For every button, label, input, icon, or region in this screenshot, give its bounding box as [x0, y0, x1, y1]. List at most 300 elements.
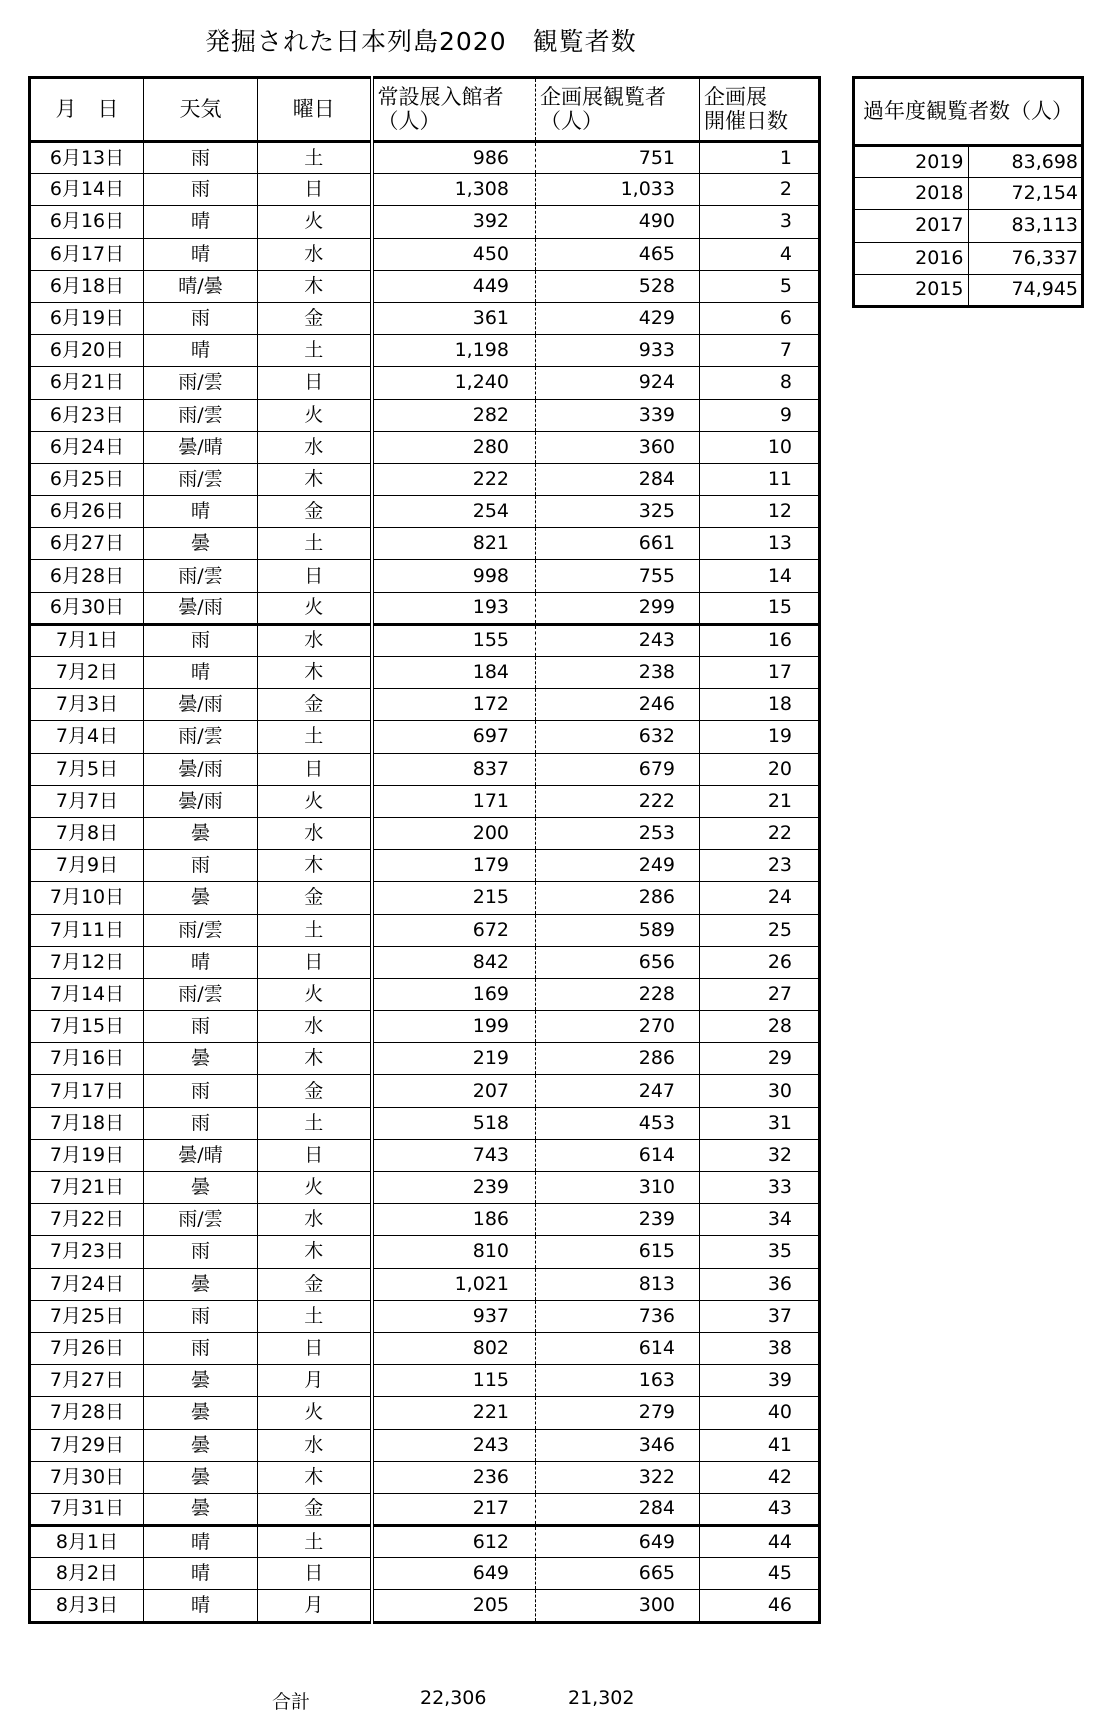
special-visitors-cell: 755	[536, 560, 700, 592]
weekday-cell: 火	[258, 785, 372, 817]
table-row	[30, 1107, 820, 1139]
table-row	[30, 721, 820, 753]
permanent-visitors-cell: 200	[372, 817, 536, 849]
special-visitors-cell: 490	[536, 206, 700, 238]
special-visitors-cell: 286	[536, 1043, 700, 1075]
date-cell: 7月1日	[30, 624, 144, 656]
special-visitors-cell: 453	[536, 1107, 700, 1139]
table-row	[30, 1332, 820, 1364]
date-cell: 7月18日	[30, 1107, 144, 1139]
exhibition-day-cell: 4	[700, 238, 820, 270]
weekday-cell: 水	[258, 431, 372, 463]
date-cell: 7月12日	[30, 946, 144, 978]
date-cell: 7月23日	[30, 1236, 144, 1268]
table-row	[30, 367, 820, 399]
special-visitors-cell: 222	[536, 785, 700, 817]
special-visitors-cell: 346	[536, 1429, 700, 1461]
table-row	[30, 1300, 820, 1332]
special-visitors-cell: 1,033	[536, 174, 700, 206]
weather-cell: 曇/晴	[144, 1139, 258, 1171]
special-visitors-cell: 615	[536, 1236, 700, 1268]
table-row	[30, 335, 820, 367]
weather-cell: 曇/雨	[144, 785, 258, 817]
past-attendance-table	[852, 76, 1084, 308]
past-year-cell: 2016	[854, 242, 969, 274]
past-value-cell: 83,113	[968, 210, 1083, 242]
weekday-cell: 日	[258, 1332, 372, 1364]
table-row	[30, 270, 820, 302]
table-row	[30, 1139, 820, 1171]
past-row	[854, 146, 1083, 178]
exhibition-day-cell: 38	[700, 1332, 820, 1364]
weekday-cell: 水	[258, 1429, 372, 1461]
exhibition-day-cell: 26	[700, 946, 820, 978]
date-cell: 8月1日	[30, 1526, 144, 1558]
table-row	[30, 817, 820, 849]
table-row	[30, 142, 820, 174]
weekday-cell: 水	[258, 1011, 372, 1043]
weather-cell: 曇	[144, 882, 258, 914]
weekday-cell: 木	[258, 270, 372, 302]
weather-cell: 雨/雲	[144, 399, 258, 431]
permanent-visitors-cell: 239	[372, 1172, 536, 1204]
weekday-cell: 木	[258, 1461, 372, 1493]
exhibition-day-cell: 18	[700, 689, 820, 721]
permanent-visitors-cell: 672	[372, 914, 536, 946]
exhibition-day-cell: 16	[700, 624, 820, 656]
weather-cell: 雨	[144, 302, 258, 334]
permanent-visitors-cell: 215	[372, 882, 536, 914]
permanent-visitors-cell: 649	[372, 1558, 536, 1590]
special-visitors-cell: 661	[536, 528, 700, 560]
weekday-cell: 水	[258, 238, 372, 270]
table-row	[30, 1365, 820, 1397]
weekday-cell: 日	[258, 174, 372, 206]
weekday-cell: 土	[258, 721, 372, 753]
weekday-cell: 火	[258, 399, 372, 431]
permanent-visitors-cell: 186	[372, 1204, 536, 1236]
table-row	[30, 592, 820, 624]
weekday-cell: 金	[258, 496, 372, 528]
exhibition-day-cell: 24	[700, 882, 820, 914]
table-row	[30, 978, 820, 1010]
weather-cell: 雨/雲	[144, 978, 258, 1010]
special-visitors-cell: 632	[536, 721, 700, 753]
weather-cell: 曇	[144, 1493, 258, 1525]
weather-cell: 晴	[144, 946, 258, 978]
permanent-visitors-cell: 449	[372, 270, 536, 302]
weekday-cell: 土	[258, 1300, 372, 1332]
weather-cell: 雨	[144, 1107, 258, 1139]
exhibition-day-cell: 30	[700, 1075, 820, 1107]
header-special	[536, 78, 700, 142]
special-visitors-cell: 300	[536, 1590, 700, 1622]
date-cell: 6月23日	[30, 399, 144, 431]
weather-cell: 曇/雨	[144, 592, 258, 624]
past-year-cell: 2019	[854, 146, 969, 178]
past-year-cell: 2018	[854, 178, 969, 210]
permanent-visitors-cell: 802	[372, 1332, 536, 1364]
permanent-visitors-cell: 1,308	[372, 174, 536, 206]
table-row	[30, 785, 820, 817]
special-visitors-cell: 239	[536, 1204, 700, 1236]
exhibition-day-cell: 9	[700, 399, 820, 431]
exhibition-day-cell: 25	[700, 914, 820, 946]
table-row	[30, 1526, 820, 1558]
weather-cell: 曇	[144, 528, 258, 560]
table-row	[30, 1461, 820, 1493]
special-visitors-cell: 322	[536, 1461, 700, 1493]
date-cell: 6月25日	[30, 463, 144, 495]
past-header-row	[854, 78, 1083, 146]
permanent-visitors-cell: 171	[372, 785, 536, 817]
special-visitors-cell: 736	[536, 1300, 700, 1332]
weather-cell: 雨/雲	[144, 367, 258, 399]
weather-cell: 晴	[144, 1526, 258, 1558]
weekday-cell: 木	[258, 1043, 372, 1075]
exhibition-day-cell: 10	[700, 431, 820, 463]
table-row	[30, 238, 820, 270]
exhibition-day-cell: 20	[700, 753, 820, 785]
date-cell: 7月16日	[30, 1043, 144, 1075]
table-row	[30, 657, 820, 689]
date-cell: 7月25日	[30, 1300, 144, 1332]
attendance-table	[28, 76, 821, 1624]
special-visitors-cell: 614	[536, 1332, 700, 1364]
weekday-cell: 火	[258, 1397, 372, 1429]
date-cell: 6月18日	[30, 270, 144, 302]
permanent-visitors-cell: 450	[372, 238, 536, 270]
exhibition-day-cell: 46	[700, 1590, 820, 1622]
special-visitors-cell: 614	[536, 1139, 700, 1171]
weather-cell: 曇	[144, 817, 258, 849]
past-value-cell: 76,337	[968, 242, 1083, 274]
totals-permanent: 22,306	[420, 1687, 487, 1709]
weather-cell: 晴	[144, 496, 258, 528]
exhibition-day-cell: 35	[700, 1236, 820, 1268]
permanent-visitors-cell: 821	[372, 528, 536, 560]
date-cell: 6月16日	[30, 206, 144, 238]
special-visitors-cell: 286	[536, 882, 700, 914]
exhibition-day-cell: 2	[700, 174, 820, 206]
special-visitors-cell: 528	[536, 270, 700, 302]
weekday-cell: 日	[258, 1139, 372, 1171]
weather-cell: 雨	[144, 174, 258, 206]
permanent-visitors-cell: 243	[372, 1429, 536, 1461]
permanent-visitors-cell: 179	[372, 850, 536, 882]
permanent-visitors-cell: 155	[372, 624, 536, 656]
weather-cell: 曇	[144, 1429, 258, 1461]
special-visitors-cell: 813	[536, 1268, 700, 1300]
header-permanent	[372, 78, 536, 142]
exhibition-day-cell: 27	[700, 978, 820, 1010]
exhibition-day-cell: 39	[700, 1365, 820, 1397]
weekday-cell: 木	[258, 463, 372, 495]
exhibition-day-cell: 33	[700, 1172, 820, 1204]
past-value-cell: 83,698	[968, 146, 1083, 178]
permanent-visitors-cell: 217	[372, 1493, 536, 1525]
permanent-visitors-cell: 810	[372, 1236, 536, 1268]
table-row	[30, 882, 820, 914]
weekday-cell: 火	[258, 592, 372, 624]
weekday-cell: 土	[258, 914, 372, 946]
permanent-visitors-cell: 236	[372, 1461, 536, 1493]
exhibition-day-cell: 31	[700, 1107, 820, 1139]
date-cell: 6月17日	[30, 238, 144, 270]
weather-cell: 曇	[144, 1365, 258, 1397]
exhibition-day-cell: 1	[700, 142, 820, 174]
date-cell: 8月2日	[30, 1558, 144, 1590]
permanent-visitors-cell: 280	[372, 431, 536, 463]
exhibition-day-cell: 13	[700, 528, 820, 560]
date-cell: 7月21日	[30, 1172, 144, 1204]
weather-cell: 雨	[144, 1236, 258, 1268]
table-row	[30, 1268, 820, 1300]
date-cell: 6月27日	[30, 528, 144, 560]
weekday-cell: 日	[258, 367, 372, 399]
header-days-line2: 開催日数	[704, 108, 788, 133]
exhibition-day-cell: 23	[700, 850, 820, 882]
permanent-visitors-cell: 392	[372, 206, 536, 238]
date-cell: 7月22日	[30, 1204, 144, 1236]
weekday-cell: 火	[258, 978, 372, 1010]
past-value-cell: 74,945	[968, 274, 1083, 306]
weekday-cell: 土	[258, 142, 372, 174]
table-row	[30, 206, 820, 238]
weekday-cell: 水	[258, 817, 372, 849]
special-visitors-cell: 339	[536, 399, 700, 431]
permanent-visitors-cell: 193	[372, 592, 536, 624]
exhibition-day-cell: 15	[700, 592, 820, 624]
special-visitors-cell: 228	[536, 978, 700, 1010]
page-title: 発掘された日本列島2020 観覧者数	[205, 27, 637, 56]
date-cell: 7月3日	[30, 689, 144, 721]
weekday-cell: 金	[258, 1268, 372, 1300]
date-cell: 6月24日	[30, 431, 144, 463]
special-visitors-cell: 253	[536, 817, 700, 849]
weekday-cell: 日	[258, 560, 372, 592]
permanent-visitors-cell: 518	[372, 1107, 536, 1139]
special-visitors-cell: 465	[536, 238, 700, 270]
date-cell: 7月17日	[30, 1075, 144, 1107]
exhibition-day-cell: 44	[700, 1526, 820, 1558]
exhibition-day-cell: 7	[700, 335, 820, 367]
table-row	[30, 1172, 820, 1204]
table-row	[30, 914, 820, 946]
weekday-cell: 木	[258, 1236, 372, 1268]
weekday-cell: 金	[258, 1493, 372, 1525]
permanent-visitors-cell: 1,240	[372, 367, 536, 399]
past-row	[854, 178, 1083, 210]
weather-cell: 曇	[144, 1461, 258, 1493]
permanent-visitors-cell: 172	[372, 689, 536, 721]
weather-cell: 曇	[144, 1043, 258, 1075]
date-cell: 7月10日	[30, 882, 144, 914]
special-visitors-cell: 933	[536, 335, 700, 367]
weather-cell: 曇	[144, 1172, 258, 1204]
special-visitors-cell: 243	[536, 624, 700, 656]
date-cell: 7月9日	[30, 850, 144, 882]
special-visitors-cell: 284	[536, 463, 700, 495]
permanent-visitors-cell: 282	[372, 399, 536, 431]
table-row	[30, 496, 820, 528]
permanent-visitors-cell: 221	[372, 1397, 536, 1429]
date-cell: 7月27日	[30, 1365, 144, 1397]
weather-cell: 晴	[144, 206, 258, 238]
date-cell: 7月29日	[30, 1429, 144, 1461]
date-cell: 7月4日	[30, 721, 144, 753]
table-row	[30, 1075, 820, 1107]
table-row	[30, 1011, 820, 1043]
special-visitors-cell: 246	[536, 689, 700, 721]
weather-cell: 雨	[144, 1075, 258, 1107]
weekday-cell: 水	[258, 1204, 372, 1236]
special-visitors-cell: 163	[536, 1365, 700, 1397]
exhibition-day-cell: 37	[700, 1300, 820, 1332]
weather-cell: 雨	[144, 1332, 258, 1364]
date-cell: 7月7日	[30, 785, 144, 817]
date-cell: 6月20日	[30, 335, 144, 367]
permanent-visitors-cell: 205	[372, 1590, 536, 1622]
date-cell: 6月30日	[30, 592, 144, 624]
table-row	[30, 431, 820, 463]
date-cell: 7月30日	[30, 1461, 144, 1493]
special-visitors-cell: 238	[536, 657, 700, 689]
special-visitors-cell: 360	[536, 431, 700, 463]
date-cell: 7月14日	[30, 978, 144, 1010]
date-cell: 7月28日	[30, 1397, 144, 1429]
header-weather: 天気	[144, 78, 258, 142]
table-row	[30, 1590, 820, 1622]
date-cell: 7月5日	[30, 753, 144, 785]
exhibition-day-cell: 34	[700, 1204, 820, 1236]
date-cell: 6月19日	[30, 302, 144, 334]
weather-cell: 曇/雨	[144, 753, 258, 785]
header-date: 月 日	[30, 78, 144, 142]
past-row	[854, 210, 1083, 242]
weather-cell: 雨	[144, 1011, 258, 1043]
special-visitors-cell: 589	[536, 914, 700, 946]
special-visitors-cell: 649	[536, 1526, 700, 1558]
header-permanent-line1: 常設展入館者	[377, 85, 504, 110]
special-visitors-cell: 284	[536, 1493, 700, 1525]
permanent-visitors-cell: 697	[372, 721, 536, 753]
table-row	[30, 1204, 820, 1236]
exhibition-day-cell: 22	[700, 817, 820, 849]
permanent-visitors-cell: 998	[372, 560, 536, 592]
date-cell: 7月19日	[30, 1139, 144, 1171]
table-row	[30, 1043, 820, 1075]
weather-cell: 晴	[144, 1558, 258, 1590]
past-row	[854, 274, 1083, 306]
table-row	[30, 1236, 820, 1268]
permanent-visitors-cell: 115	[372, 1365, 536, 1397]
table-row	[30, 560, 820, 592]
permanent-visitors-cell: 361	[372, 302, 536, 334]
permanent-visitors-cell: 222	[372, 463, 536, 495]
date-cell: 7月26日	[30, 1332, 144, 1364]
past-header: 過年度観覧者数（人）	[854, 78, 1083, 146]
special-visitors-cell: 325	[536, 496, 700, 528]
totals-label: 合計	[272, 1691, 311, 1713]
weekday-cell: 金	[258, 302, 372, 334]
exhibition-day-cell: 32	[700, 1139, 820, 1171]
past-value-cell: 72,154	[968, 178, 1083, 210]
date-cell: 7月24日	[30, 1268, 144, 1300]
exhibition-day-cell: 42	[700, 1461, 820, 1493]
weather-cell: 雨	[144, 624, 258, 656]
weekday-cell: 金	[258, 1075, 372, 1107]
permanent-visitors-cell: 837	[372, 753, 536, 785]
date-cell: 7月11日	[30, 914, 144, 946]
permanent-visitors-cell: 219	[372, 1043, 536, 1075]
special-visitors-cell: 249	[536, 850, 700, 882]
date-cell: 7月2日	[30, 657, 144, 689]
header-days-line1: 企画展	[704, 85, 767, 110]
date-cell: 6月14日	[30, 174, 144, 206]
exhibition-day-cell: 28	[700, 1011, 820, 1043]
table-row	[30, 624, 820, 656]
permanent-visitors-cell: 1,021	[372, 1268, 536, 1300]
header-row	[30, 78, 820, 142]
table-row	[30, 946, 820, 978]
permanent-visitors-cell: 184	[372, 657, 536, 689]
weekday-cell: 金	[258, 882, 372, 914]
date-cell: 7月8日	[30, 817, 144, 849]
weekday-cell: 火	[258, 1172, 372, 1204]
special-visitors-cell: 751	[536, 142, 700, 174]
date-cell: 6月26日	[30, 496, 144, 528]
weather-cell: 曇/晴	[144, 431, 258, 463]
weekday-cell: 月	[258, 1590, 372, 1622]
date-cell: 8月3日	[30, 1590, 144, 1622]
totals-special: 21,302	[568, 1687, 635, 1709]
special-visitors-cell: 279	[536, 1397, 700, 1429]
weekday-cell: 木	[258, 657, 372, 689]
permanent-visitors-cell: 743	[372, 1139, 536, 1171]
date-cell: 7月15日	[30, 1011, 144, 1043]
weekday-cell: 金	[258, 689, 372, 721]
exhibition-day-cell: 45	[700, 1558, 820, 1590]
weather-cell: 晴/曇	[144, 270, 258, 302]
past-year-cell: 2015	[854, 274, 969, 306]
weekday-cell: 火	[258, 206, 372, 238]
weather-cell: 晴	[144, 238, 258, 270]
weather-cell: 雨	[144, 1300, 258, 1332]
permanent-visitors-cell: 986	[372, 142, 536, 174]
weather-cell: 雨/雲	[144, 1204, 258, 1236]
special-visitors-cell: 310	[536, 1172, 700, 1204]
special-visitors-cell: 924	[536, 367, 700, 399]
weather-cell: 曇	[144, 1268, 258, 1300]
weather-cell: 晴	[144, 657, 258, 689]
weather-cell: 雨/雲	[144, 914, 258, 946]
weekday-cell: 土	[258, 1107, 372, 1139]
date-cell: 6月13日	[30, 142, 144, 174]
header-special-line1: 企画展観覧者	[540, 85, 666, 110]
weekday-cell: 月	[258, 1365, 372, 1397]
table-row	[30, 463, 820, 495]
weekday-cell: 土	[258, 1526, 372, 1558]
table-row	[30, 399, 820, 431]
weather-cell: 晴	[144, 1590, 258, 1622]
weather-cell: 雨	[144, 142, 258, 174]
exhibition-day-cell: 40	[700, 1397, 820, 1429]
special-visitors-cell: 299	[536, 592, 700, 624]
weather-cell: 雨/雲	[144, 560, 258, 592]
exhibition-day-cell: 11	[700, 463, 820, 495]
special-visitors-cell: 679	[536, 753, 700, 785]
